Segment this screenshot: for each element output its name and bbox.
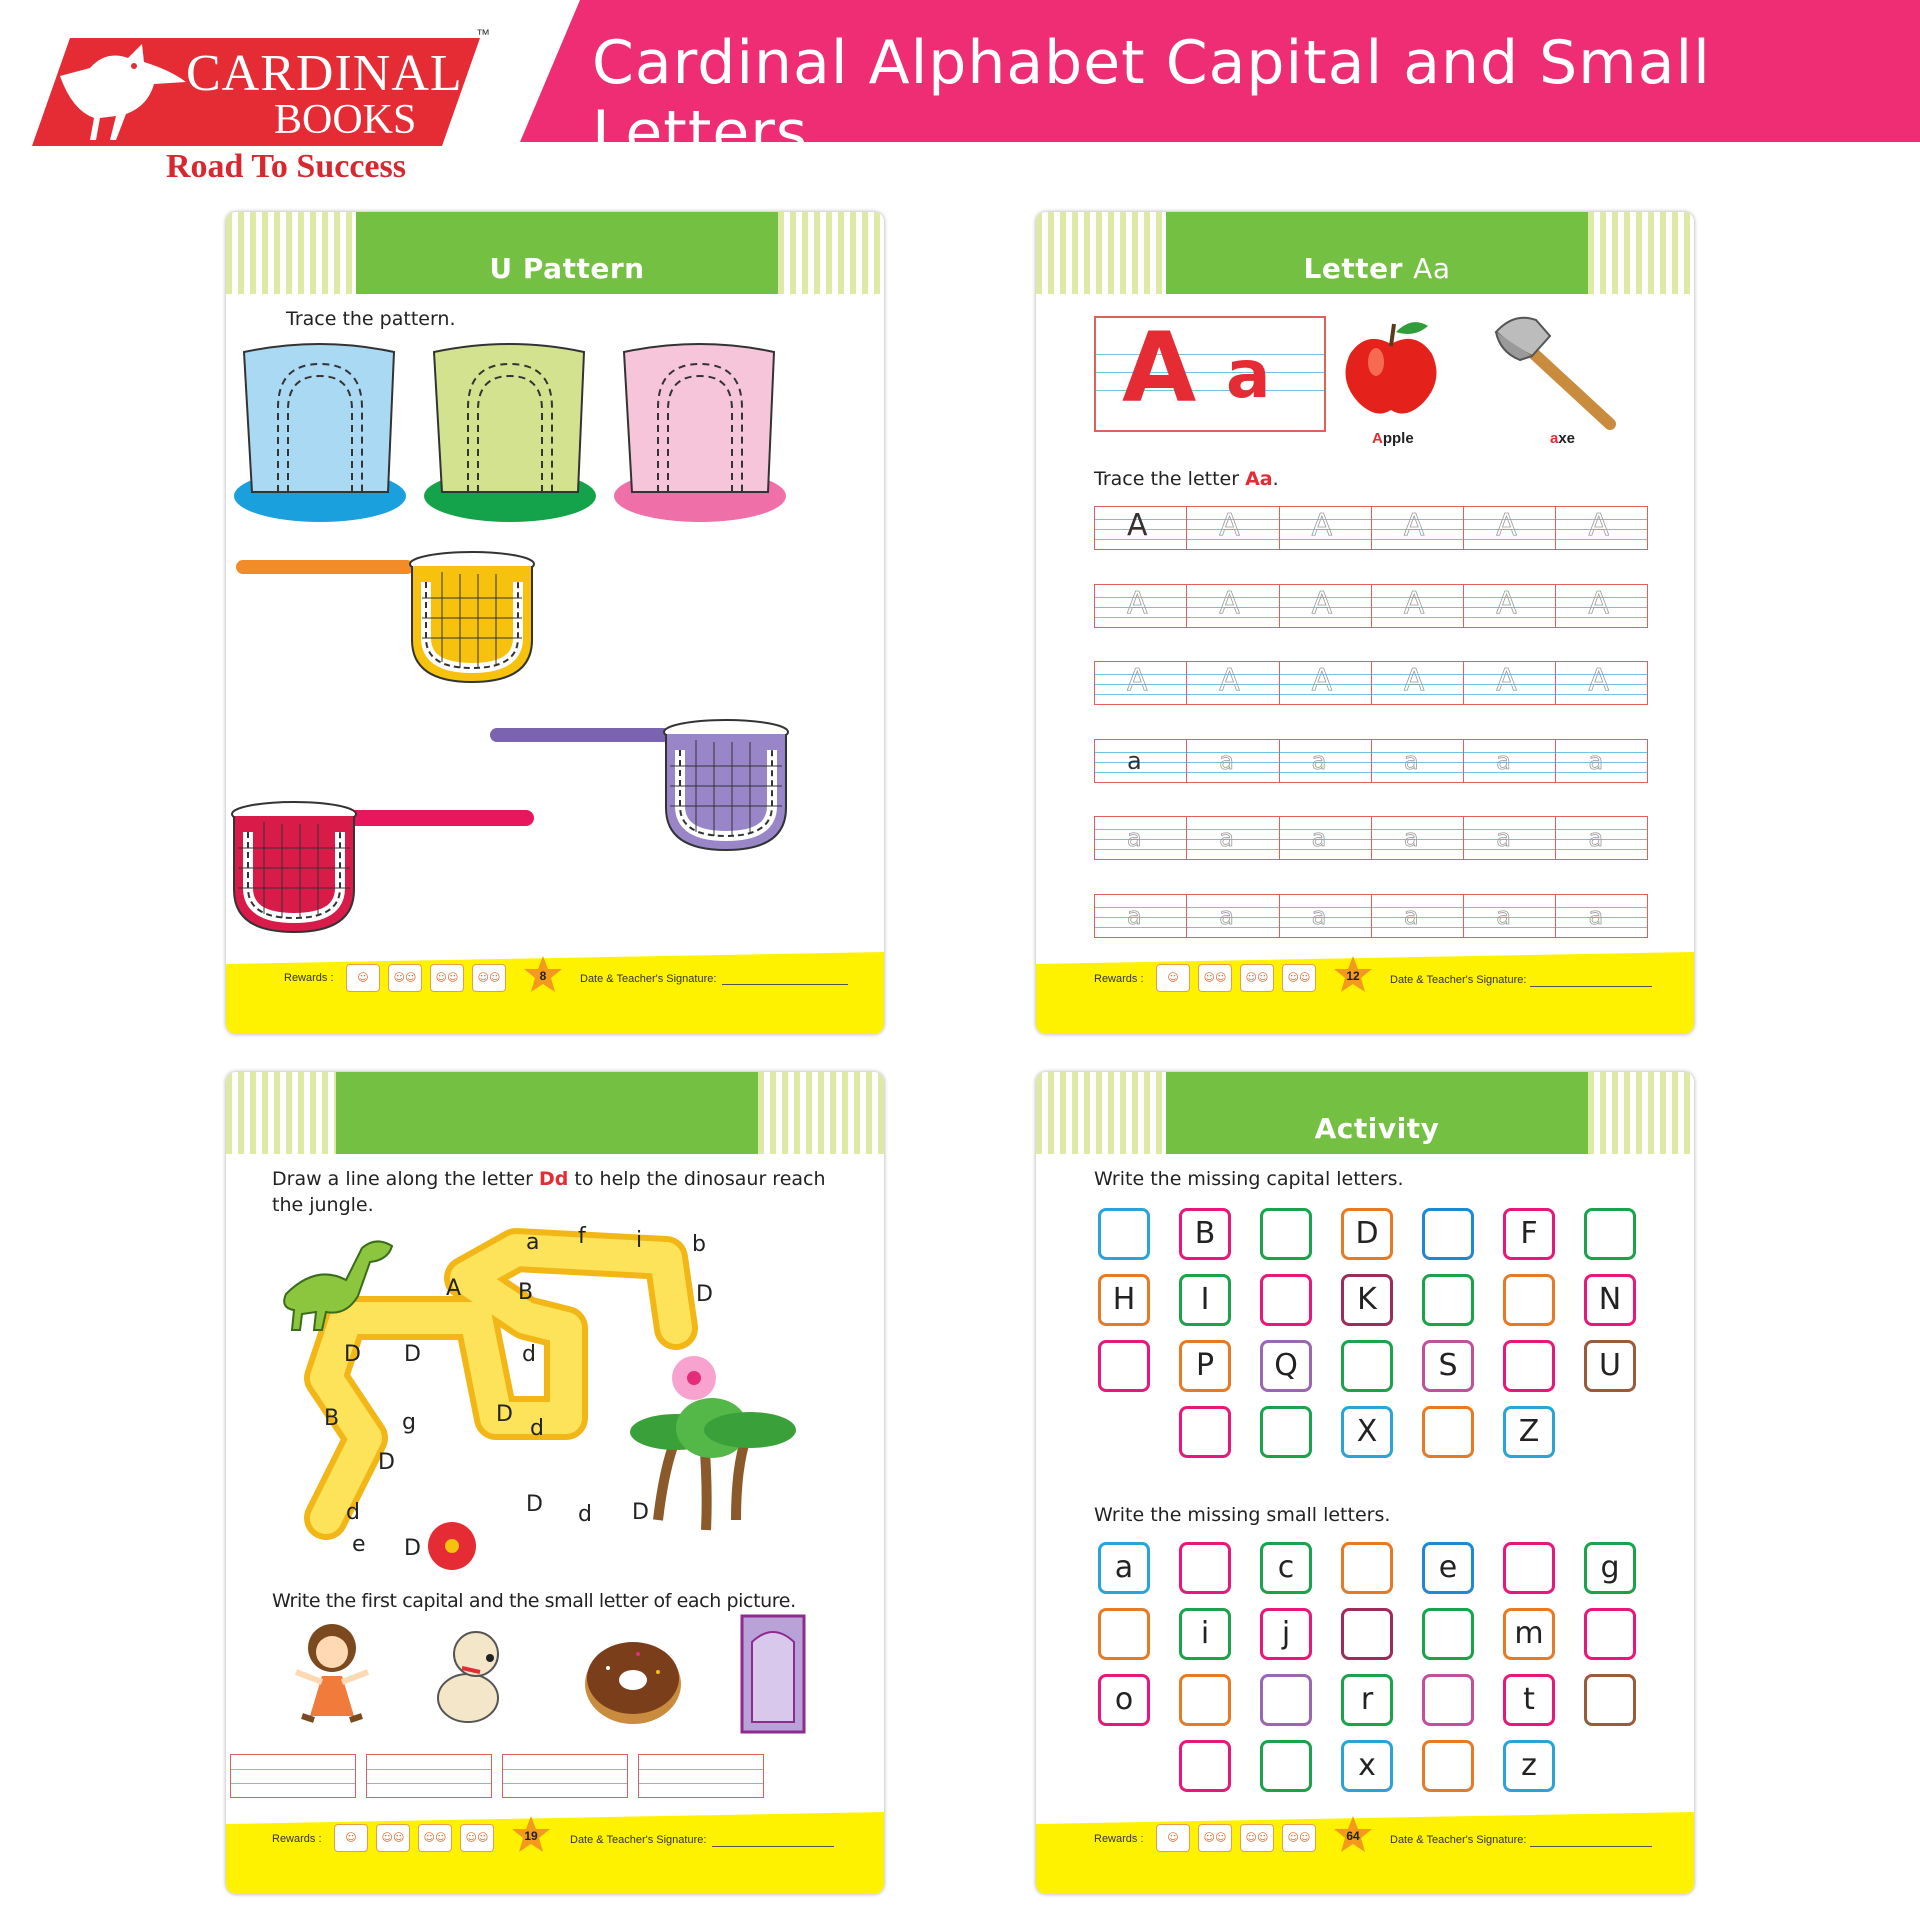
maze-letter: B [324, 1406, 340, 1431]
instruction-text [1094, 468, 1279, 490]
trace-letter: a [1127, 824, 1142, 852]
capital-letter-box: Q [1260, 1340, 1312, 1392]
capital-letter-box: D [1341, 1208, 1393, 1260]
small-letter-box: r [1341, 1674, 1393, 1726]
trace-cell[interactable] [1280, 585, 1372, 627]
small-letter-box: i [1179, 1608, 1231, 1660]
palm-trees-icon [630, 1398, 796, 1530]
capital-letter-box[interactable] [1098, 1208, 1150, 1260]
letter-display-box [1094, 312, 1326, 432]
trace-cell[interactable] [1187, 817, 1279, 859]
trace-row[interactable] [1094, 584, 1648, 628]
maze-letter: D [404, 1342, 421, 1367]
apple-icon [1336, 316, 1446, 426]
header-stripes [226, 1072, 336, 1154]
maze-instruction [272, 1168, 826, 1190]
trace-letter: A [1219, 508, 1240, 543]
trace-letter: A [1219, 663, 1240, 698]
small-instruction: Write the missing small letters. [1094, 1504, 1391, 1526]
trace-letter: A [1311, 586, 1333, 621]
trace-letter: A [1496, 663, 1517, 698]
reward-smiley-1-icon[interactable]: ☺ [1156, 964, 1190, 992]
trace-cell[interactable] [1557, 895, 1649, 937]
small-letter-box: z [1503, 1740, 1555, 1792]
small-letter-box: j [1260, 1608, 1312, 1660]
trace-letter: a [1219, 747, 1235, 775]
page-number: 19 [524, 1829, 538, 1843]
header-stripes [758, 1072, 884, 1154]
trace-cell[interactable] [1372, 507, 1464, 549]
instruction-text: Trace the pattern. [286, 308, 456, 330]
header-stripes [1588, 212, 1694, 294]
reward-smiley-2-icon[interactable]: ☺☺ [376, 1824, 410, 1852]
capital-letter-box: I [1179, 1274, 1231, 1326]
maze-instruction-suffix: to help the dinosaur reach [568, 1168, 826, 1190]
page-header [1166, 212, 1588, 294]
reward-smiley-2-icon[interactable]: ☺☺ [1198, 1824, 1232, 1852]
trace-cell[interactable] [1557, 507, 1649, 549]
trace-letter: A [1219, 586, 1240, 621]
capital-letter-box: F [1503, 1208, 1555, 1260]
trace-letter: a [1219, 824, 1235, 852]
header-stripes [1036, 1072, 1166, 1154]
signature-line[interactable] [1530, 1846, 1652, 1847]
trace-letter: a [1496, 747, 1511, 775]
trace-cell[interactable] [1557, 585, 1649, 627]
maze-letter: D [526, 1492, 543, 1517]
small-letter-box[interactable] [1503, 1542, 1555, 1594]
apple-rest: pple [1382, 430, 1414, 447]
small-letter-box[interactable] [1098, 1608, 1150, 1660]
trace-cell[interactable] [1187, 507, 1279, 549]
trace-cell[interactable] [1372, 662, 1464, 704]
trace-cell[interactable] [1464, 507, 1556, 549]
capital-letter-box: X [1341, 1406, 1393, 1458]
trace-cell[interactable] [1095, 662, 1187, 704]
write-box-doll[interactable] [230, 1754, 356, 1798]
capital-letter-box[interactable] [1422, 1406, 1474, 1458]
logo-cardinal-text: CARDINAL [186, 45, 463, 102]
trace-letter: A [1403, 508, 1425, 543]
trace-cell[interactable] [1187, 895, 1279, 937]
trace-row[interactable] [1094, 739, 1648, 783]
trace-cell[interactable] [1095, 585, 1187, 627]
rewards-label: Rewards : [284, 972, 334, 984]
maze-letter: D [696, 1282, 713, 1307]
small-letter-box[interactable] [1179, 1740, 1231, 1792]
worksheet-page-u-pattern [226, 212, 884, 1034]
trace-letter: A [1496, 508, 1517, 543]
capital-letter-box[interactable] [1260, 1274, 1312, 1326]
signature-line[interactable] [712, 1846, 834, 1847]
pink-flower-icon [672, 1356, 716, 1400]
header-letter: Aa [1413, 252, 1451, 285]
cardinal-bird-icon [30, 36, 190, 148]
trace-letter: A [1127, 508, 1148, 543]
donut-icon [578, 1624, 688, 1734]
small-letter-box[interactable] [1422, 1608, 1474, 1660]
trace-letter: A [1311, 663, 1333, 698]
trace-letter: a [1311, 747, 1327, 775]
trace-cell[interactable] [1280, 817, 1372, 859]
trace-letter: a [1588, 747, 1604, 775]
logo-books-text: BOOKS [274, 97, 417, 143]
trace-cell[interactable] [1280, 507, 1372, 549]
apple-caption [1372, 430, 1414, 447]
capital-letter-box[interactable] [1179, 1406, 1231, 1458]
trademark-symbol: ™ [476, 26, 490, 42]
maze-letter: D [496, 1402, 513, 1427]
maze-letter: D [632, 1500, 649, 1525]
trace-letter: a [1127, 902, 1142, 930]
instruction-letter: Aa [1245, 468, 1273, 490]
capital-letter-box[interactable] [1098, 1340, 1150, 1392]
trace-cell[interactable] [1464, 585, 1556, 627]
maze-letter: B [518, 1280, 534, 1305]
trace-cell[interactable] [1187, 740, 1279, 782]
trace-cell[interactable] [1372, 740, 1464, 782]
trace-cell[interactable] [1187, 585, 1279, 627]
trace-row[interactable] [1094, 661, 1648, 705]
signature-label: Date & Teacher's Signature: [1390, 1834, 1527, 1846]
trace-letter: a [1403, 824, 1419, 852]
capital-letter: A [1122, 312, 1197, 424]
maze-letter: A [446, 1276, 462, 1301]
trace-letter: a [1588, 824, 1604, 852]
trace-cell[interactable] [1095, 740, 1187, 782]
trace-row[interactable] [1094, 506, 1648, 550]
trace-cell[interactable] [1464, 895, 1556, 937]
reward-smiley-3-icon[interactable]: ☺☺ [430, 964, 464, 992]
trace-letter: A [1311, 508, 1333, 543]
book-title: Cardinal Alphabet Capital and Small Letters [592, 28, 1711, 168]
reward-smiley-4-icon[interactable]: ☺☺ [460, 1824, 494, 1852]
capital-letter-box[interactable] [1503, 1274, 1555, 1326]
maze-letter: b [692, 1232, 706, 1257]
trace-cell[interactable] [1464, 740, 1556, 782]
reward-smiley-2-icon[interactable]: ☺☺ [388, 964, 422, 992]
small-letter-box[interactable] [1341, 1542, 1393, 1594]
capital-instruction: Write the missing capital letters. [1094, 1168, 1404, 1190]
purple-net-icon [490, 720, 788, 850]
page-number: 12 [1346, 969, 1360, 983]
small-letter-box: x [1341, 1740, 1393, 1792]
header-stripes [778, 212, 884, 294]
trace-letter: A [1496, 586, 1517, 621]
small-letter-box: t [1503, 1674, 1555, 1726]
maze-letter: a [526, 1230, 540, 1255]
axe-rest: xe [1558, 430, 1576, 447]
door-icon [738, 1612, 808, 1736]
trace-letter: a [1311, 902, 1327, 930]
doll-icon [282, 1620, 382, 1730]
write-box-door[interactable] [638, 1754, 764, 1798]
maze-letter: f [578, 1224, 586, 1249]
trace-cell[interactable] [1464, 817, 1556, 859]
capital-letter-box: S [1422, 1340, 1474, 1392]
capital-letter-box: B [1179, 1208, 1231, 1260]
capital-letter-box[interactable] [1260, 1406, 1312, 1458]
trace-row[interactable] [1094, 816, 1648, 860]
rewards-label: Rewards : [272, 1833, 322, 1845]
page-header [336, 1072, 758, 1154]
small-letter-box: o [1098, 1674, 1150, 1726]
reward-smiley-1-icon[interactable]: ☺ [1156, 1824, 1190, 1852]
dog-icon [418, 1620, 518, 1730]
maze-letter: g [402, 1410, 416, 1435]
worksheet-page-letter-aa [1036, 212, 1694, 1034]
header-prefix: Letter [1303, 252, 1414, 285]
header-stripes [226, 212, 356, 294]
instruction-suffix: . [1272, 468, 1279, 490]
trace-letter: a [1403, 747, 1419, 775]
reward-smiley-3-icon[interactable]: ☺☺ [1240, 1824, 1274, 1852]
small-letter-box[interactable] [1179, 1674, 1231, 1726]
trace-letter: a [1496, 824, 1511, 852]
reward-smiley-4-icon[interactable]: ☺☺ [472, 964, 506, 992]
trace-letter: A [1403, 663, 1425, 698]
small-letter-box[interactable] [1179, 1542, 1231, 1594]
maze-instruction-prefix: Draw a line along the letter [272, 1168, 539, 1190]
trace-cell[interactable] [1372, 895, 1464, 937]
maze-letter: d [578, 1502, 592, 1527]
tagline: Road To Success [166, 148, 406, 185]
small-letter-box: g [1584, 1542, 1636, 1594]
capital-letter-box[interactable] [1341, 1340, 1393, 1392]
header-stripes [1036, 212, 1166, 294]
capital-letter-box[interactable] [1260, 1208, 1312, 1260]
small-letter-box: e [1422, 1542, 1474, 1594]
apple-first-letter: A [1372, 430, 1383, 447]
capital-letter-box[interactable] [1584, 1208, 1636, 1260]
trace-cell[interactable] [1557, 817, 1649, 859]
maze-letter: D [378, 1450, 395, 1475]
small-letter-box: m [1503, 1608, 1555, 1660]
trace-cell[interactable] [1464, 662, 1556, 704]
small-letter-box: a [1098, 1542, 1150, 1594]
trace-cell[interactable] [1095, 895, 1187, 937]
small-letter-box[interactable] [1584, 1608, 1636, 1660]
signature-line[interactable] [1530, 986, 1652, 987]
page-number: 8 [539, 969, 547, 983]
capital-letter-box: K [1341, 1274, 1393, 1326]
small-letter-box[interactable] [1260, 1740, 1312, 1792]
trace-letter: A [1127, 586, 1148, 621]
maze-letter: i [636, 1228, 643, 1253]
maze-letter: d [522, 1342, 536, 1367]
trace-letter: a [1588, 902, 1604, 930]
signature-line[interactable] [722, 984, 848, 985]
reward-smiley-4-icon[interactable]: ☺☺ [1282, 1824, 1316, 1852]
trace-cell[interactable] [1280, 895, 1372, 937]
trace-cell[interactable] [1372, 585, 1464, 627]
trace-letter: a [1496, 902, 1511, 930]
instruction-prefix: Trace the letter [1094, 468, 1246, 490]
capital-letter-box: H [1098, 1274, 1150, 1326]
yellow-net-icon [236, 552, 534, 682]
trace-pattern-illustration [226, 342, 884, 962]
header-stripes [1588, 1072, 1694, 1154]
page-header: Activity [1166, 1072, 1588, 1154]
trace-letter: A [1588, 508, 1610, 543]
trace-cell[interactable] [1280, 662, 1372, 704]
pink-hat-icon [614, 344, 786, 522]
rewards-label: Rewards : [1094, 973, 1144, 985]
axe-caption [1550, 430, 1575, 447]
capital-letter-box: U [1584, 1340, 1636, 1392]
signature-label: Date & Teacher's Signature: [570, 1834, 707, 1846]
small-letter-box[interactable] [1422, 1674, 1474, 1726]
capital-letter-box[interactable] [1422, 1274, 1474, 1326]
capital-letter-box: P [1179, 1340, 1231, 1392]
maze-instruction-letter: Dd [539, 1168, 569, 1190]
signature-label: Date & Teacher's Signature: [580, 973, 717, 985]
maze-instruction-line2: the jungle. [272, 1194, 374, 1216]
red-net-icon [232, 802, 534, 932]
capital-letter-box: Z [1503, 1406, 1555, 1458]
trace-cell[interactable] [1187, 662, 1279, 704]
trace-letter: a [1403, 902, 1419, 930]
trace-letter: a [1127, 747, 1142, 775]
small-letter-box[interactable] [1341, 1608, 1393, 1660]
small-letter-box[interactable] [1584, 1674, 1636, 1726]
trace-letter: a [1311, 824, 1327, 852]
maze-letter: d [530, 1416, 544, 1441]
axe-icon [1492, 312, 1622, 432]
maze-letter: d [346, 1500, 360, 1525]
reward-smiley-3-icon[interactable]: ☺☺ [418, 1824, 452, 1852]
red-flower-icon [428, 1522, 476, 1570]
axe-first-letter: a [1550, 430, 1559, 447]
capital-letter-box[interactable] [1422, 1208, 1474, 1260]
trace-letter: a [1219, 902, 1235, 930]
signature-label: Date & Teacher's Signature: [1390, 974, 1527, 986]
small-letter-box[interactable] [1422, 1740, 1474, 1792]
write-box-donut[interactable] [502, 1754, 628, 1798]
worksheet-page-maze-dd [226, 1072, 884, 1894]
green-hat-icon [424, 344, 596, 522]
trace-letter: A [1403, 586, 1425, 621]
page-footer [226, 1812, 884, 1894]
small-letter: a [1226, 336, 1271, 413]
small-letter-box: c [1260, 1542, 1312, 1594]
blue-hat-icon [234, 344, 406, 522]
trace-cell[interactable] [1557, 662, 1649, 704]
trace-cell[interactable] [1095, 507, 1187, 549]
maze-letter: D [404, 1536, 421, 1561]
trace-row[interactable] [1094, 894, 1648, 938]
trace-letter: A [1127, 663, 1148, 698]
trace-cell[interactable] [1095, 817, 1187, 859]
trace-letter: A [1588, 586, 1610, 621]
capital-letter-box[interactable] [1503, 1340, 1555, 1392]
rewards-label: Rewards : [1094, 1833, 1144, 1845]
trace-cell[interactable] [1557, 740, 1649, 782]
trace-cell[interactable] [1280, 740, 1372, 782]
worksheet-page-activity [1036, 1072, 1694, 1894]
page-number: 64 [1346, 1829, 1360, 1843]
reward-smiley-2-icon[interactable]: ☺☺ [1198, 964, 1232, 992]
write-box-dog[interactable] [366, 1754, 492, 1798]
trace-cell[interactable] [1372, 817, 1464, 859]
capital-letter-box: N [1584, 1274, 1636, 1326]
write-instruction: Write the first capital and the small letter of each picture. [272, 1590, 796, 1612]
reward-smiley-1-icon[interactable]: ☺ [334, 1824, 368, 1852]
page-header: U Pattern [356, 212, 778, 294]
maze-letter: D [344, 1342, 361, 1367]
reward-smiley-1-icon[interactable]: ☺ [346, 964, 380, 992]
reward-smiley-3-icon[interactable]: ☺☺ [1240, 964, 1274, 992]
small-letter-box[interactable] [1260, 1674, 1312, 1726]
trace-letter: A [1588, 663, 1610, 698]
reward-smiley-4-icon[interactable]: ☺☺ [1282, 964, 1316, 992]
maze-letter: e [352, 1532, 366, 1557]
